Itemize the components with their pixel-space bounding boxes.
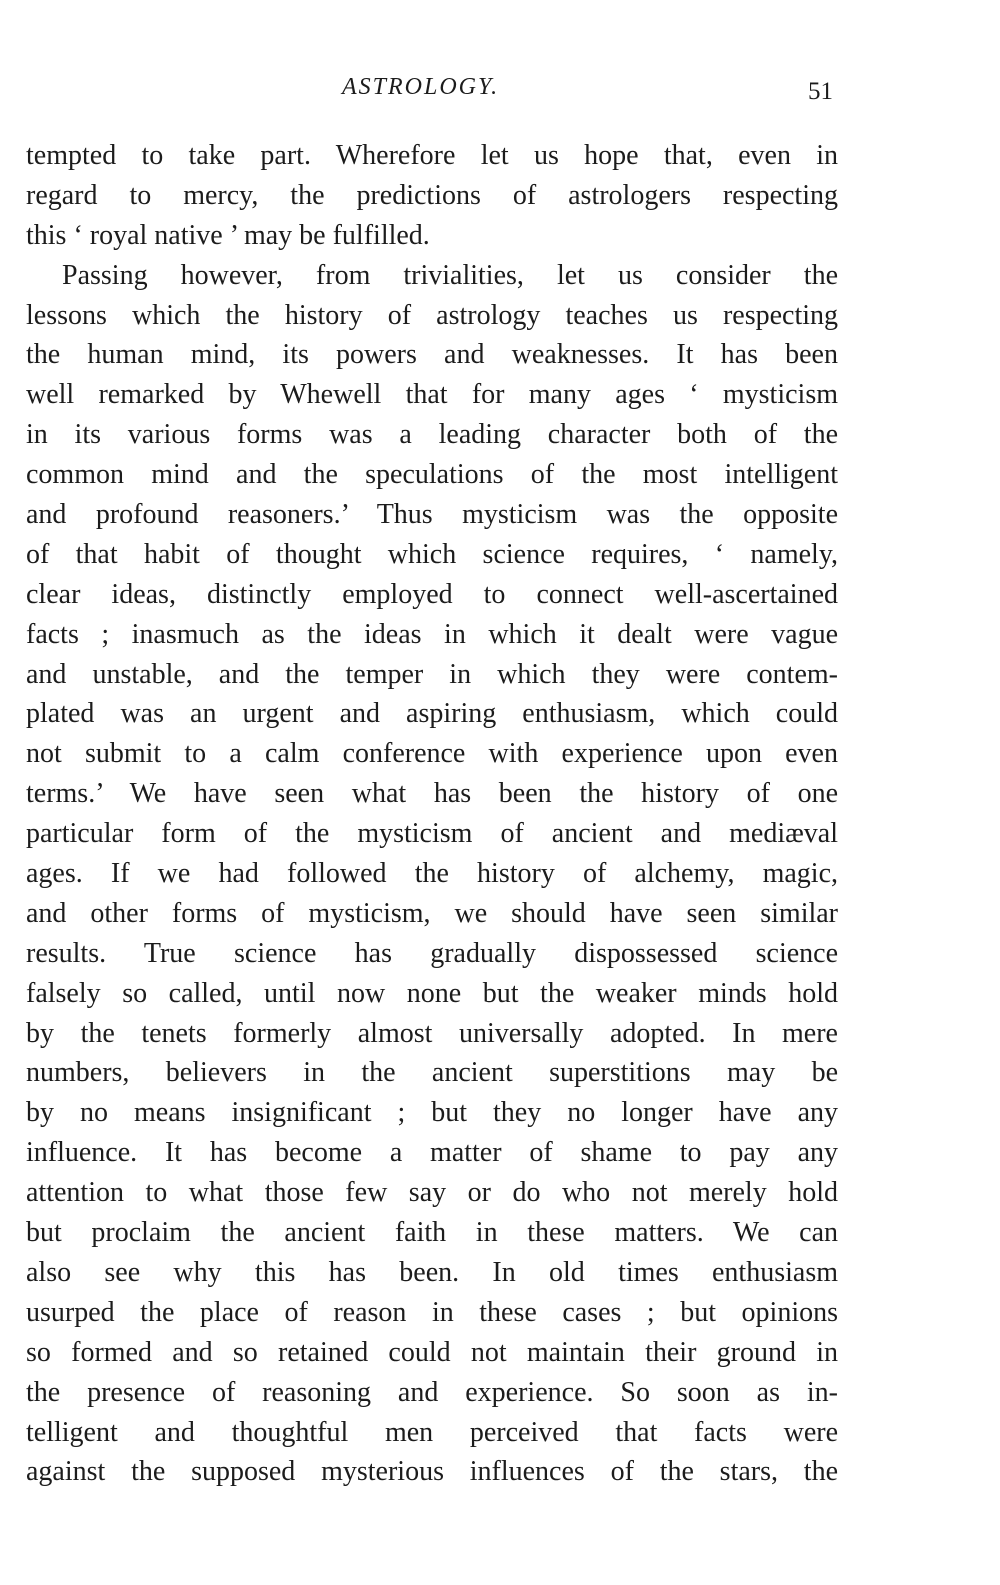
text-line: against the supposed mysterious influences of the stars, the (26, 1456, 838, 1488)
text-line: falsely so called, until now none but the weaker minds hold (26, 977, 838, 1009)
text-line: by the tenets formerly almost universally adopted. In mere (26, 1017, 838, 1049)
text-line: facts ; inasmuch as the ideas in which it dealt were vague (26, 618, 838, 650)
text-line: and unstable, and the temper in which they were contem- (26, 658, 838, 690)
running-title: ASTROLOGY. (342, 74, 500, 100)
text-line: the human mind, its powers and weaknesses. It has been (26, 339, 838, 371)
text-line: this ‘ royal native ’ may be fulfilled. (26, 219, 430, 251)
text-line: plated was an urgent and aspiring enthusiasm, which could (26, 698, 838, 730)
text-line: not submit to a calm conference with experience upon even (26, 738, 838, 770)
text-line: numbers, believers in the ancient superstitions may be (26, 1057, 838, 1089)
text-line: lessons which the history of astrology teaches us respecting (26, 299, 838, 331)
text-line: by no means insignificant ; but they no longer have any (26, 1097, 838, 1129)
text-line: Passing however, from trivialities, let us consider the (62, 259, 838, 291)
text-line: well remarked by Whewell that for many ages ‘ mysticism (26, 379, 838, 411)
text-line: ages. If we had followed the history of alchemy, magic, (26, 858, 838, 890)
text-line: results. True science has gradually dispossessed science (26, 937, 838, 969)
text-line: particular form of the mysticism of ancient and mediæval (26, 818, 838, 850)
text-line: but proclaim the ancient faith in these matters. We can (26, 1217, 838, 1249)
page-number: 51 (808, 78, 833, 105)
text-line: and profound reasoners.’ Thus mysticism was the opposite (26, 499, 838, 531)
text-line: attention to what those few say or do who not merely hold (26, 1177, 838, 1209)
text-line: regard to mercy, the predictions of astrologers respecting (26, 179, 838, 211)
text-line: tempted to take part. Wherefore let us hope that, even in (26, 140, 838, 171)
text-line: also see why this has been. In old times enthusiasm (26, 1256, 838, 1288)
text-line: influence. It has become a matter of shame to pay any (26, 1137, 838, 1169)
text-line: telligent and thoughtful men perceived that facts were (26, 1416, 838, 1448)
text-line: usurped the place of reason in these cases ; but opinions (26, 1296, 838, 1328)
body-text (26, 136, 838, 1492)
text-line: the presence of reasoning and experience. So soon as in- (26, 1376, 838, 1408)
text-line: clear ideas, distinctly employed to connect well-ascertained (26, 578, 838, 610)
text-line: common mind and the speculations of the most intelligent (26, 459, 838, 491)
text-line: so formed and so retained could not maintain their ground in (26, 1336, 838, 1368)
text-line: terms.’ We have seen what has been the history of one (26, 778, 838, 810)
text-line: and other forms of mysticism, we should have seen similar (26, 897, 838, 929)
text-line: of that habit of thought which science requires, ‘ namely, (26, 538, 838, 570)
text-line: in its various forms was a leading character both of the (26, 419, 838, 451)
running-head (0, 70, 1000, 110)
